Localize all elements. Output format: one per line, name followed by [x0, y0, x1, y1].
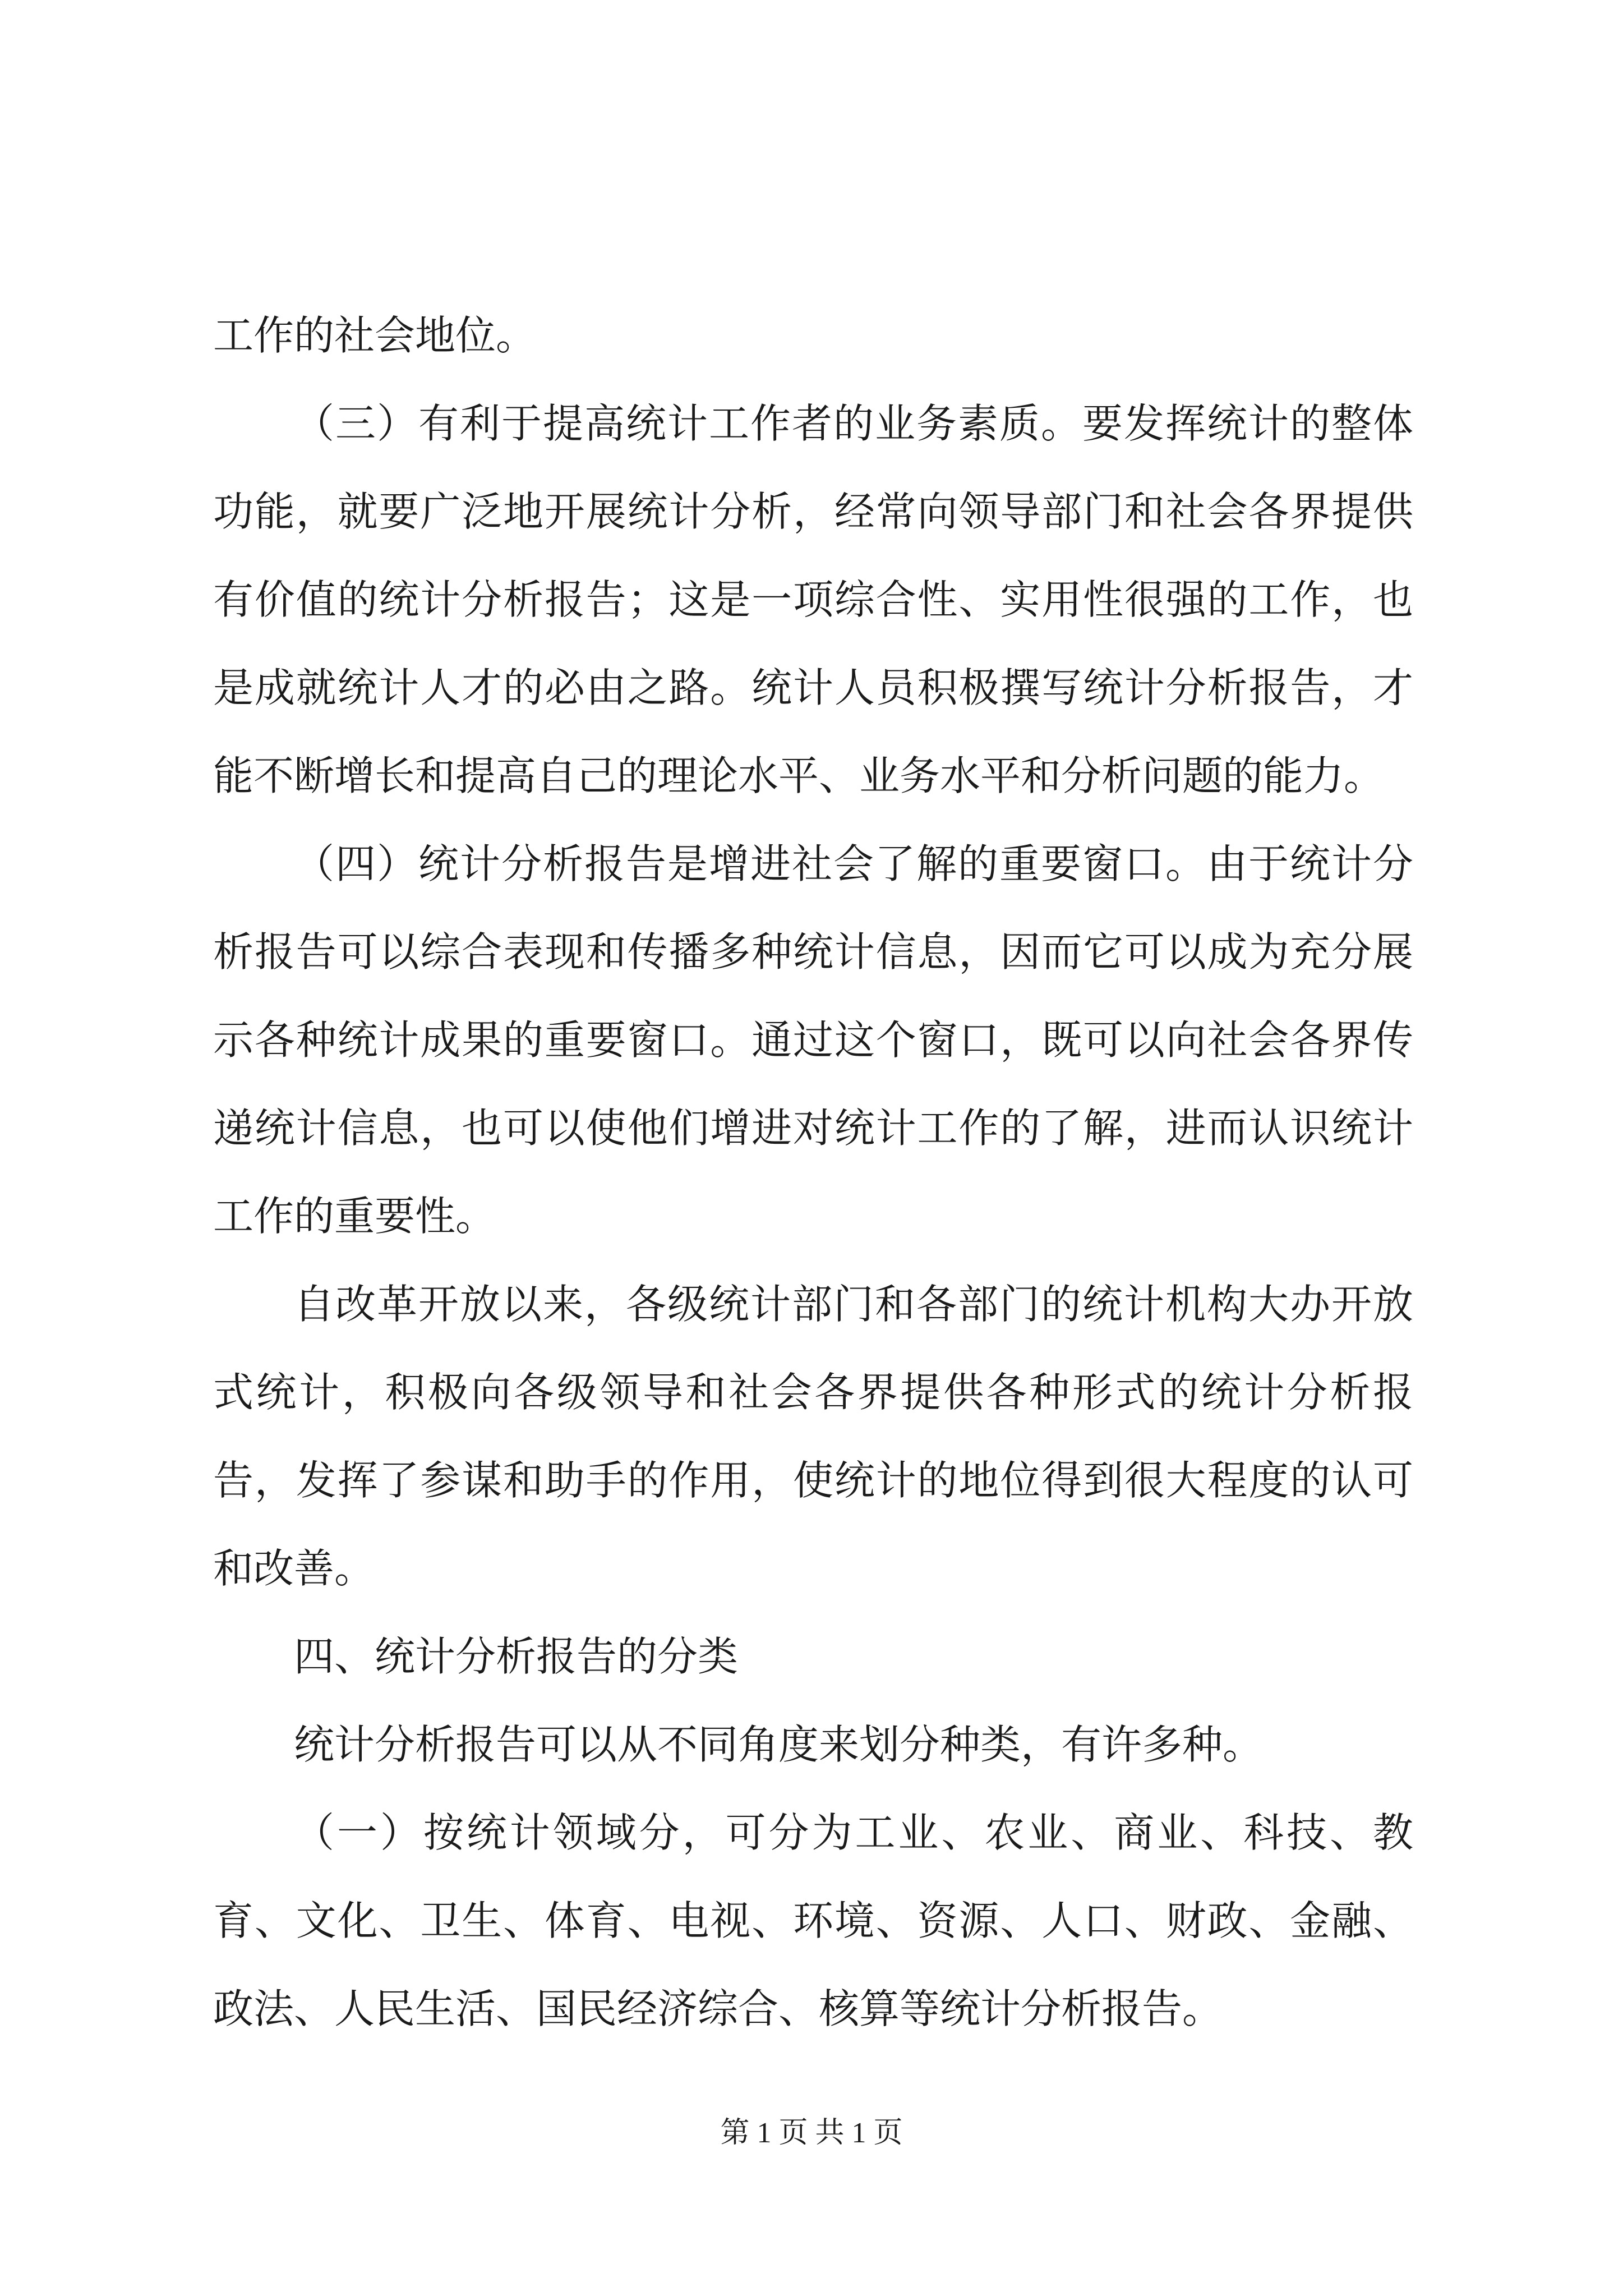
- page-footer: 第 1 页 共 1 页: [720, 2117, 903, 2149]
- paragraph-classification-intro: 统计分析报告可以从不同角度来划分种类，有许多种。: [294, 1721, 1264, 1768]
- paragraph-item-four: （四）统计分析报告是增进社会了解的重要窗口。由于统计分析报告可以综合表现和传播多种统计信息，因而它可以成为充分展示各种统计成果的重要窗口。通过这个窗口，既可以向社会各界传递统计信息，也可以使他们增进对统计工作的了解，进而认识统计工作的重要性。: [213, 840, 1413, 1240]
- document-body: [213, 292, 1413, 2053]
- paragraph-classification-one: （一）按统计领域分，可分为工业、农业、商业、科技、教育、文化、卫生、体育、电视、环境、资源、人口、财政、金融、政法、人民生活、国民经济综合、核算等统计分析报告。: [213, 1809, 1413, 2032]
- section-heading: 四、统计分析报告的分类: [294, 1633, 739, 1680]
- paragraph-reform: 自改革开放以来，各级统计部门和各部门的统计机构大办开放式统计，积极向各级领导和社会各界提供各种形式的统计分析报告，发挥了参谋和助手的作用，使统计的地位得到很大程度的认可和改善。: [213, 1281, 1413, 1592]
- paragraph-continuation: 工作的社会地位。: [213, 312, 537, 359]
- paragraph-item-three: （三）有利于提高统计工作者的业务素质。要发挥统计的整体功能，就要广泛地开展统计分析，经常向领导部门和社会各界提供有价值的统计分析报告；这是一项综合性、实用性很强的工作，也是成就统计人才的必由之路。统计人员积极撰写统计分析报告，才能不断增长和提高自己的理论水平、业务水平和分析问题的能力。: [213, 400, 1413, 799]
